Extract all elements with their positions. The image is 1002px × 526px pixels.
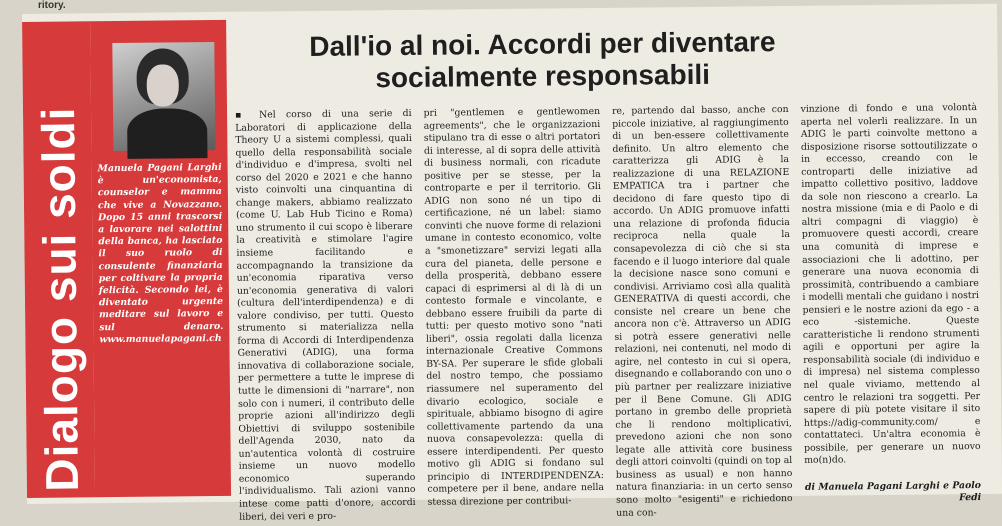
article-column-4: vinzione di fondo e una volontà aperta nel volerli realizzare. In un ADIG le parti coinvolte mettono a disposizione risorse sottoutilizzate o in eccesso, creando con le controparti delle iniziative ad impatto collettivo positivo, laddove da sole non riescono a crearlo. La nostra missione (mia e di Paolo e di altri compagni di viaggio) è promuovere questi accordi, creare una comunità di imprese e associazioni che li adottino, per generare una nuova economia di prossimità, contribuendo a cambiare i modelli mentali che guidano i nostri pensieri e le nostre azioni da ego - a eco -sistemiche. Queste caratteristiche li rendono strumenti agili e opportuni per agire la responsabilità sociale (di individuo e di impresa) nel sistema complesso nel quale viviamo, mettendo al centro le relazioni tra soggetti. Per sapere di più potete visitare il sito https://adig-community.com/ e contattateci. Un'altra economia è possibile, per generare un nuovo mo(n)do. di Manuela Pagani Larghi e Paolo Fedi (800, 102, 980, 476)
previous-article-fragment: ritory. (38, 0, 66, 11)
newspaper-page (22, 4, 1002, 523)
column-band (22, 21, 95, 498)
article-title: Dall'io al noi. Accordi per diventare socialmente responsabili (309, 26, 776, 94)
column-name: Dialogo sui soldi (31, 106, 89, 492)
author-sidebar (90, 20, 231, 497)
article-column-3: re, partendo dal basso, anche con piccole iniziative, al raggiungimento di un ben-essere collettivamente definito. Un altro elemento che caratterizza gli ADIG è la realizzazione di una RELAZIONE EMPATICA tra i partner che decidono di fare questo tipo di accordo. Un ADIG promuove infatti una relazione di profonda fiducia reciproca nella quale la consapevolezza di ciò che si sta facendo e il luogo interiore dal quale la decisione nasce sono comuni e condivisi. Arriviamo così alla qualità GENERATIVA di questi accordi, che consiste nel creare un bene che ancora non c'è. Attraverso un ADIG si potrà essere generativi nelle relazioni, nei contenuti, nel modo di agire, nel contesto in cui si opera, disegnando e collaborando con uno o più partner per realizzare iniziative per il Bene Comune. Gli ADIG portano in grembo delle proprietà che li rendono moltiplicativi, prevedono azioni che non sono legate alle attività core business degli attori coinvolti (quindi on top al business as usual) e non hanno natura finanziaria: in un certo senso sono molto "esigenti" e richiedono una con- (611, 103, 793, 519)
article-byline: di Manuela Pagani Larghi e Paolo Fedi (804, 479, 982, 504)
author-bio: Manuela Pagani Larghi è un'economista, counselor e mamma che vive a Novazzano. Dopo 15 anni trascorsi a lavorare nei salottini della banca, ha lasciato il suo ruolo di consulente finanziaria per coltivare la propria felicità. Secondo lei, è diventato urgente meditare sul lavoro e sul denaro. www.manuelapagani.ch (97, 161, 224, 346)
author-photo (112, 42, 215, 151)
article-column-2: pri "gentlemen e gentlewomen agreements", che le organizzazioni stipulano tra di esse o altri portatori di interesse, al di sopra delle attività di business normali, con ricadute positive per se stesse, per la controparte e per il territorio. Gli ADIG non sono né un tipo di certificazione, né un label: siamo convinti che nuove forme di relazioni umane in contesto economico, volte a "smonetizzare" servizi legati alla cura del pianeta, delle persone e della prosperità, debbano essere capaci di esprimersi al di là di un contesto formale e vincolante, e debbano essere fruibili da parte di tutti: per questo motivo sono "nati liberi", ossia regolati dalla licenza internazionale Creative Commons BY-SA. Per superare le sfide globali del nostro tempo, che possiamo riassumere nel superamento del divario ecologico, sociale e spirituale, abbiamo bisogno di agire collettivamente partendo da una nuova consapevolezza: quella di essere interdipendenti. Per questo motivo gli ADIG si fondano sul principio di INTERDIPENDENZA: competere per il bene, andare nella stessa direzione per contribui- (423, 105, 605, 508)
article-body (235, 102, 982, 523)
article-column-1: ▪ Nel corso di una serie di Laboratori di applicazione della Theory U a sistemi complessi, quali quello della responsabilità sociale d'individuo e d'impresa, svolti nel corso del 2020 e 2021 e che hanno visto coinvolti una cinquantina di change makers, abbiamo realizzato (come U. Lab Hub Ticino e Roma) uno strumento il cui scopo è liberare la creatività e stimolare l'agire insieme facilitando e accompagnando la transizione da un'economia riparativa verso un'economia generativa di valori (cultura dell'interdipendenza) e di valore condiviso, per tutti. Questo strumento si materializza nella forma di Accordi di Interdipendenza Generativi (ADIG), una forma innovativa di collaborazione sociale, per permettere a tutte le imprese di tutte le dimensioni di "narrare", non solo con i numeri, il contributo delle proprie azioni all'indirizzo degli Obiettivi di sviluppo sostenibile dell'Agenda 2030, nato da un'autentica volontà di costruire insieme un nuovo modello economico superando l'individualismo. Tali azioni vanno intese come patti d'onore, accordi liberi, dei veri e pro- (235, 107, 416, 523)
